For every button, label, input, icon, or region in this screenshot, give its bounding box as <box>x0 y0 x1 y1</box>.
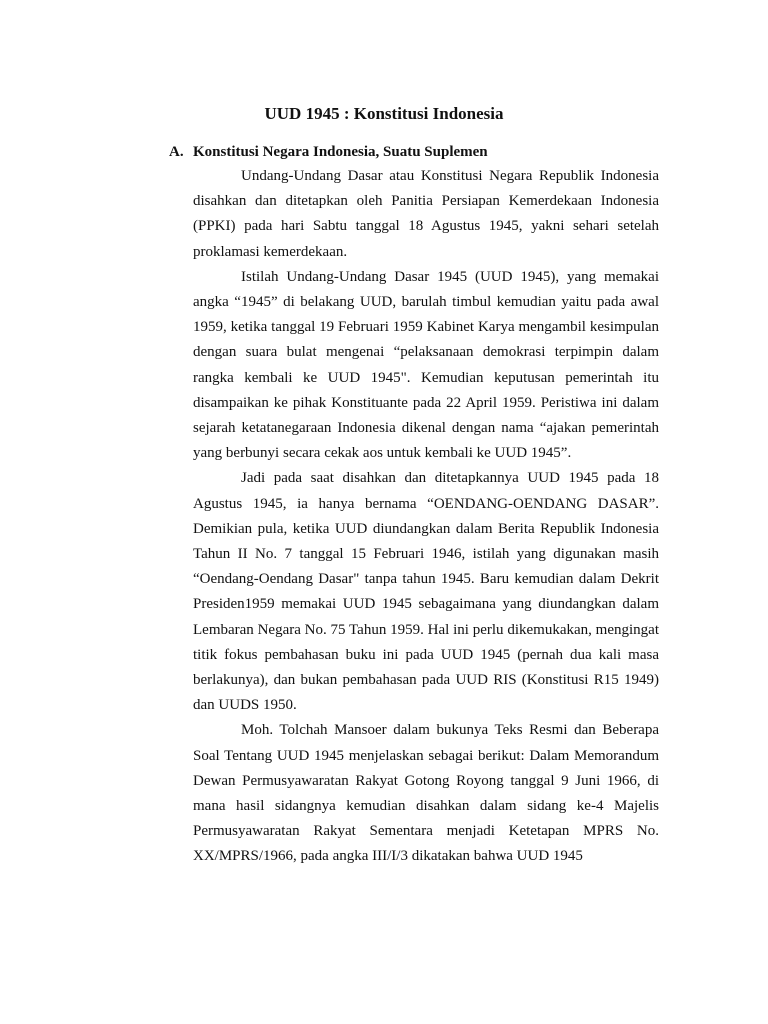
section-heading-text: Konstitusi Negara Indonesia, Suatu Suplemen <box>193 144 488 160</box>
paragraph-4: Moh. Tolchah Mansoer dalam bukunya Teks Resmi dan Beberapa Soal Tentang UUD 1945 menjelaskan sebagai berikut: Dalam Memorandum Dewan Permusyawaratan Rakyat Gotong Royong tanggal 9 Juni 1966, di mana hasil sidangnya kemudian disahkan dalam sidang ke-4 Majelis Permusyawaratan Rakyat Sementara menjadi Ketetapan MPRS No. XX/MPRS/1966, pada angka III/I/3 dikatakan bahwa UUD 1945 <box>193 722 659 865</box>
section-heading <box>169 142 488 162</box>
section-marker: A. <box>169 144 184 160</box>
paragraph-1: Undang-Undang Dasar atau Konstitusi Negara Republik Indonesia disahkan dan ditetapkan oleh Panitia Persiapan Kemerdekaan Indonesia (PPKI) pada hari Sabtu tanggal 18 Agustus 1945, yakni sehari setelah proklamasi kemerdekaan. <box>193 168 659 260</box>
paragraph-3: Jadi pada saat disahkan dan ditetapkannya UUD 1945 pada 18 Agustus 1945, ia hanya bernama “OENDANG-OENDANG DASAR”. Demikian pula, ketika UUD diundangkan dalam Berita Republik Indonesia Tahun II No. 7 tanggal 15 Februari 1946, istilah yang digunakan masih “Oendang-Oendang Dasar" tanpa tahun 1945. Baru kemudian dalam Dekrit Presiden1959 memakai UUD 1945 sebagaimana yang diundangkan dalam Lembaran Negara No. 75 Tahun 1959. Hal ini perlu dikemukakan, mengingat titik fokus pembahasan buku ini pada UUD 1945 (pernah dua kali masa berlakunya), dan bukan pembahasan pada UUD RIS (Konstitusi R15 1949) dan UUDS 1950. <box>193 470 659 714</box>
document-title: UUD 1945 : Konstitusi Indonesia <box>264 104 504 123</box>
paragraph-2: Istilah Undang-Undang Dasar 1945 (UUD 1945), yang memakai angka “1945” di belakang UUD, barulah timbul kemudian yaitu pada awal 1959, ketika tanggal 19 Februari 1959 Kabinet Karya mengambil kesimpulan dengan suara bulat mengenai “pelaksanaan demokrasi terpimpin dalam rangka kembali ke UUD 1945". Kemudian keputusan pemerintah itu disampaikan ke pihak Konstituante pada 22 April 1959. Peristiwa ini dalam sejarah ketatanegaraan Indonesia dikenal dengan nama “ajakan pemerintah yang berbunyi secara cekak aos untuk kembali ke UUD 1945”. <box>193 268 659 462</box>
section-body <box>193 164 659 870</box>
